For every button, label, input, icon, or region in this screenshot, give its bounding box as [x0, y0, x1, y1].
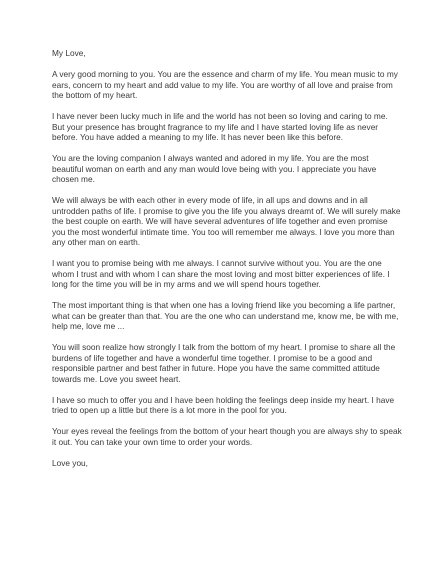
letter-body	[52, 48, 402, 468]
letter-paragraph-8: I have so much to offer you and I have been holding the feelings deep inside my heart. I have tried to open up a little but there is a lot more in the pool for you.	[52, 394, 395, 415]
letter-paragraph-6: The most important thing is that when one has a loving friend like you becoming a life partner, what can be greater than that. You are the one who can understand me, know me, be with me, help me, love me ...	[52, 300, 399, 331]
letter-paragraph-9: Your eyes reveal the feelings from the bottom of your heart though you are always shy to speak it out. You can take your own time to order your words.	[52, 426, 402, 447]
letter-paragraph-2: I have never been lucky much in life and the world has not been so loving and caring to me. But your presence has brought fragrance to my life and I have started loving life as never before. You have added a meaning to my life. It has never been like this before.	[52, 111, 388, 142]
letter-closing: Love you,	[52, 457, 88, 468]
letter-paragraph-3: You are the loving companion I always wanted and adored in my life. You are the most beautiful woman on earth and any man would love being with you. I appreciate you have chosen me.	[52, 153, 377, 184]
letter-paragraph-7: You will soon realize how strongly I talk from the bottom of my heart. I promise to share all the burdens of life together and have a wonderful time together. I promise to be a good and responsible partner and best father in future. Hope you have the same committed attitude towards me. Love you sweet heart.	[52, 342, 396, 384]
letter-salutation: My Love,	[52, 48, 86, 58]
letter-paragraph-5: I want you to promise being with me always. I cannot survive without you. You are the one whom I trust and with whom I can share the most loving and most bitter experiences of life. I long for the time you will be in my arms and we will spend hours together.	[52, 258, 390, 289]
letter-paragraph-4: We will always be with each other in every mode of life, in all ups and downs and in all untrodden paths of life. I promise to give you the life you always dreamt of. We will surely make the best couple on earth. We will have several adventures of life together and even promise you the most wonderful intimate time. You too will remember me always. I love you more than any other man on earth.	[52, 195, 401, 247]
letter-paragraph-1: A very good morning to you. You are the essence and charm of my life. You mean music to my ears, concern to my heart and add value to my life. You are worthy of all love and praise from the bottom of my heart.	[52, 69, 398, 100]
